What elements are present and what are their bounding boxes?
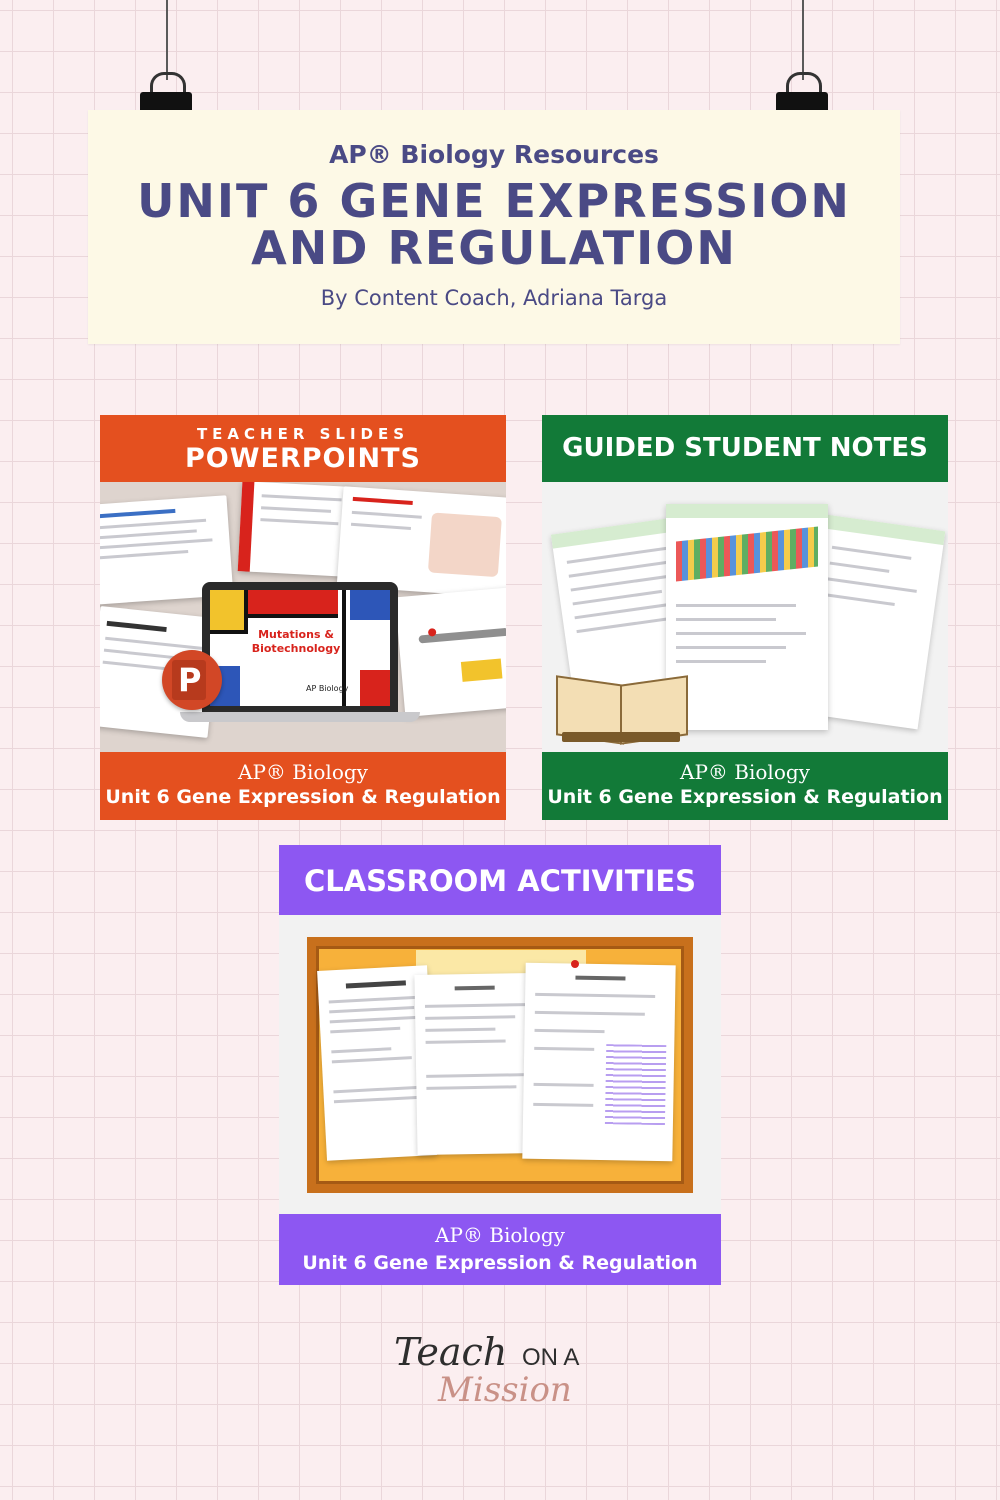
header-subtitle: AP® Biology Resources: [329, 140, 659, 169]
footer-line1: AP® Biology: [435, 1223, 565, 1247]
page-title-line1: UNIT 6 GENE EXPRESSION: [137, 174, 851, 228]
screen-title-line1: Mutations &: [258, 628, 334, 641]
notes-page-center: [666, 504, 828, 730]
powerpoints-eyebrow: TEACHER SLIDES: [196, 425, 410, 443]
slide-thumbnail: [395, 587, 506, 717]
hanging-string-left: [166, 0, 168, 80]
footer-line2: Unit 6 Gene Expression & Regulation: [105, 786, 501, 808]
laptop-screen: [210, 590, 390, 706]
page-title-line2: AND REGULATION: [251, 221, 737, 275]
notes-footer: [542, 760, 948, 810]
notes-card[interactable]: [542, 415, 948, 820]
activity-sheet: [414, 973, 537, 1155]
powerpoints-card[interactable]: [100, 415, 506, 820]
corkboard-icon: [307, 937, 693, 1193]
logo-mission: Mission: [438, 1370, 572, 1410]
laptop-icon: [202, 582, 398, 712]
footer-line2: Unit 6 Gene Expression & Regulation: [302, 1252, 698, 1274]
powerpoints-preview: [100, 482, 506, 752]
activities-card[interactable]: [279, 845, 721, 1285]
footer-line2: Unit 6 Gene Expression & Regulation: [547, 786, 943, 808]
laptop-base: [180, 712, 420, 722]
teach-on-a-mission-logo: [394, 1330, 614, 1420]
footer-line1: AP® Biology: [680, 760, 810, 784]
powerpoint-icon: P: [162, 650, 222, 710]
activities-header: [279, 845, 721, 915]
page-title: [88, 174, 900, 275]
screen-subtitle: AP Biology: [306, 684, 349, 693]
byline: By Content Coach, Adriana Targa: [320, 286, 668, 310]
dna-diagram: [676, 527, 818, 582]
notes-title: GUIDED STUDENT NOTES: [562, 433, 928, 463]
logo-teach: Teach: [394, 1330, 508, 1374]
activity-sheet: [522, 963, 675, 1162]
activities-title: CLASSROOM ACTIVITIES: [303, 864, 697, 898]
powerpoints-title: POWERPOINTS: [184, 443, 421, 474]
screen-title-line2: Biotechnology: [251, 642, 341, 655]
hanging-string-right: [802, 0, 804, 80]
push-pin-icon: [571, 960, 579, 968]
slide-thumbnail: [238, 482, 353, 577]
header-card: [88, 110, 900, 344]
footer-line1: AP® Biology: [238, 760, 368, 784]
notes-preview: [542, 482, 948, 752]
book-icon: [556, 672, 686, 744]
logo-on-a: ON A: [522, 1344, 580, 1371]
powerpoints-footer: [100, 760, 506, 810]
activities-footer: [279, 1214, 721, 1285]
